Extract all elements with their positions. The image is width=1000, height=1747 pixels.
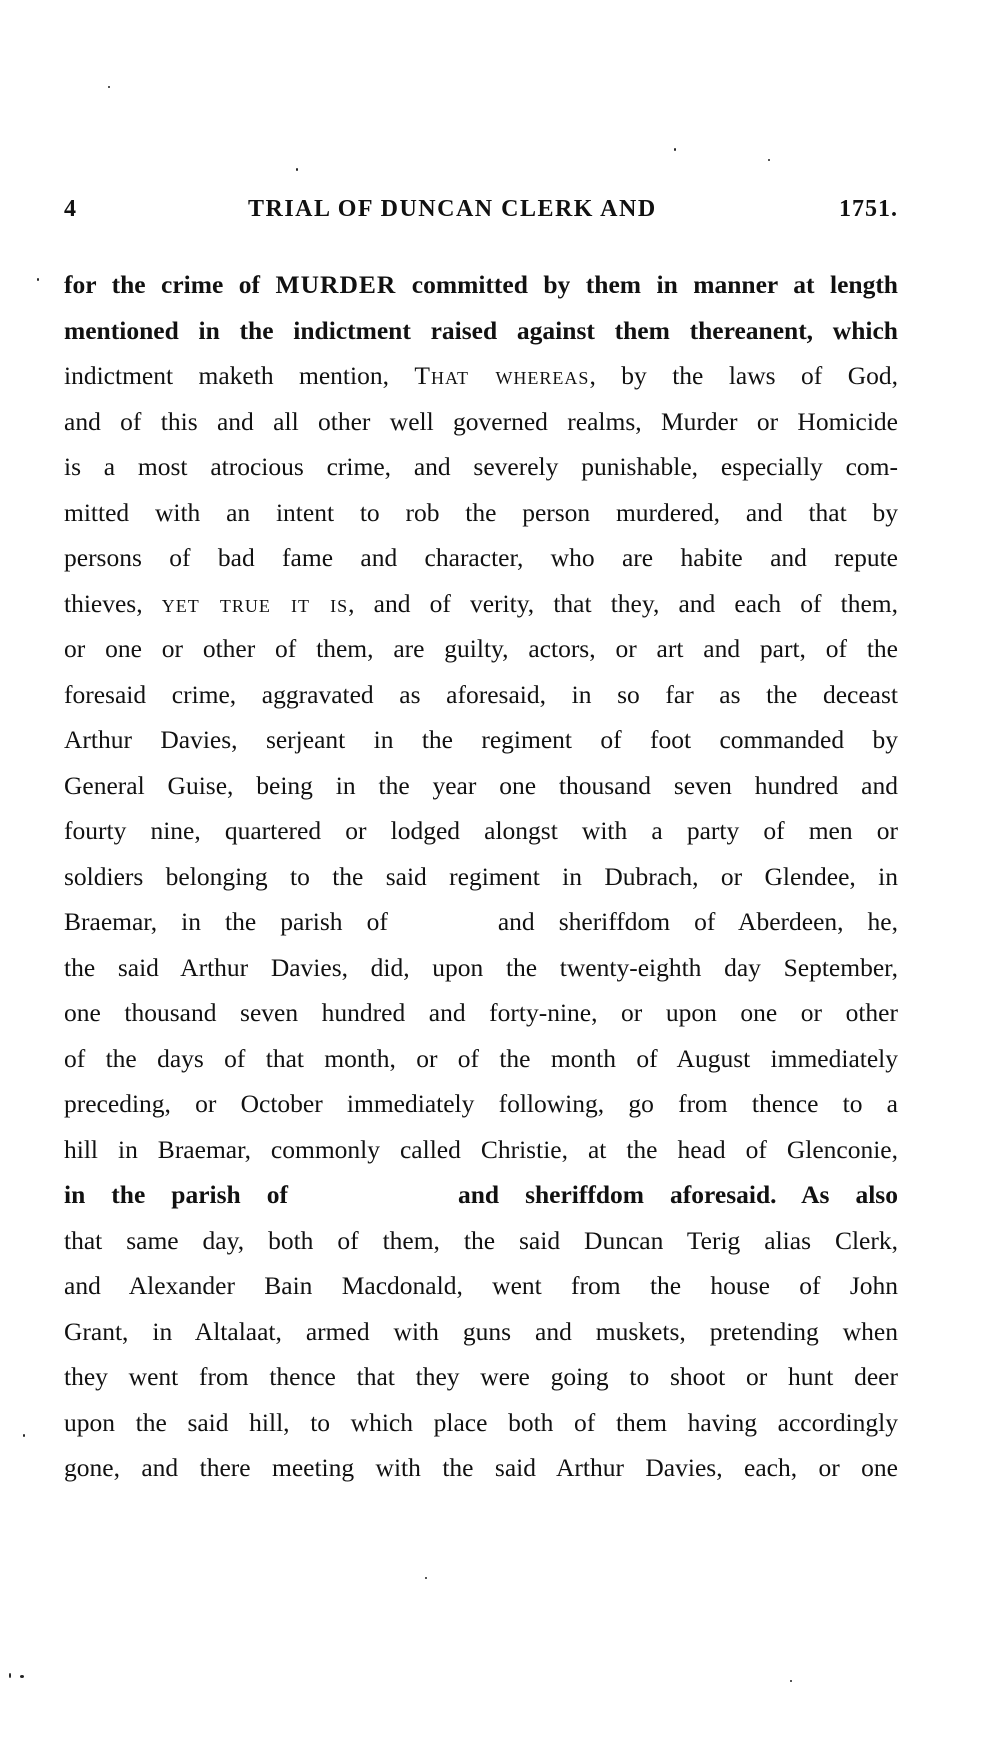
scan-speck	[20, 1675, 24, 1678]
text-line: Braemar, in the parish of and sheriffdom of Aberdeen, he,	[64, 907, 898, 936]
text-line: indictment maketh mention, That whereas, by the laws of God,	[64, 361, 898, 390]
text-line: is a most atrocious crime, and severely punishable, especially com-	[64, 452, 898, 481]
text-line: persons of bad fame and character, who are habite and repute	[64, 543, 898, 572]
text-line: or one or other of them, are guilty, actors, or art and part, of the	[64, 634, 898, 663]
text-line: they went from thence that they were going to shoot or hunt deer	[64, 1362, 898, 1391]
text-line: soldiers belonging to the said regiment in Dubrach, or Glendee, in	[64, 861, 898, 891]
running-year: 1751.	[839, 196, 898, 222]
scan-speck	[37, 278, 39, 281]
text-line: and of this and all other well governed realms, Murder or Homicide	[64, 406, 898, 436]
text-line: foresaid crime, aggravated as aforesaid, in so far as the deceast	[64, 679, 898, 709]
text-line: mentioned in the indictment raised against them thereanent, which	[64, 315, 898, 345]
running-head	[64, 196, 898, 232]
text-line: of the days of that month, or of the month of August immediately	[64, 1043, 898, 1073]
small-caps-yet-true-it-is: yet true it is	[161, 588, 349, 618]
text-line: thieves, yet true it is, and of verity, that they, and each of them,	[64, 588, 898, 618]
scan-speck	[768, 159, 770, 161]
body-text	[64, 267, 898, 1496]
small-caps-that-whereas: That whereas	[414, 361, 590, 390]
text-line: one thousand seven hundred and forty-nine, or upon one or other	[64, 998, 898, 1027]
text-line: fourty nine, quartered or lodged alongst with a party of men or	[64, 816, 898, 845]
text-line: mitted with an intent to rob the person murdered, and that by	[64, 497, 898, 527]
text-line: hill in Braemar, commonly called Christie, at the head of Glenconie,	[64, 1134, 898, 1164]
scan-speck	[674, 148, 676, 151]
page-number: 4	[64, 196, 77, 222]
scan-speck	[23, 1434, 25, 1437]
text-line: and Alexander Bain Macdonald, went from the house of John	[64, 1271, 898, 1300]
text-line: preceding, or October immediately following, go from thence to a	[64, 1089, 898, 1118]
text-line: that same day, both of them, the said Duncan Terig alias Clerk,	[64, 1225, 898, 1255]
text-line: in the parish of and sheriffdom aforesaid. As also	[64, 1180, 898, 1209]
text-line: upon the said hill, to which place both of them having accordingly	[64, 1407, 898, 1437]
text-line: Arthur Davies, serjeant in the regiment of foot commanded by	[64, 725, 898, 754]
scan-speck	[9, 1673, 11, 1678]
text-line: gone, and there meeting with the said Arthur Davies, each, or one	[64, 1453, 898, 1482]
text-line: the said Arthur Davies, did, upon the twenty-eighth day September,	[64, 952, 898, 982]
scan-speck	[108, 86, 110, 88]
scan-speck	[425, 1577, 427, 1579]
small-caps-murder: MURDER	[275, 270, 397, 299]
scan-speck	[790, 1680, 792, 1682]
text-line: Grant, in Altalaat, armed with guns and muskets, pretending when	[64, 1316, 898, 1346]
running-title: TRIAL OF DUNCAN CLERK AND	[248, 196, 657, 222]
text-line: for the crime of MURDER committed by them in manner at length	[64, 270, 898, 299]
text-line: General Guise, being in the year one thousand seven hundred and	[64, 770, 898, 800]
scan-speck	[296, 168, 298, 171]
